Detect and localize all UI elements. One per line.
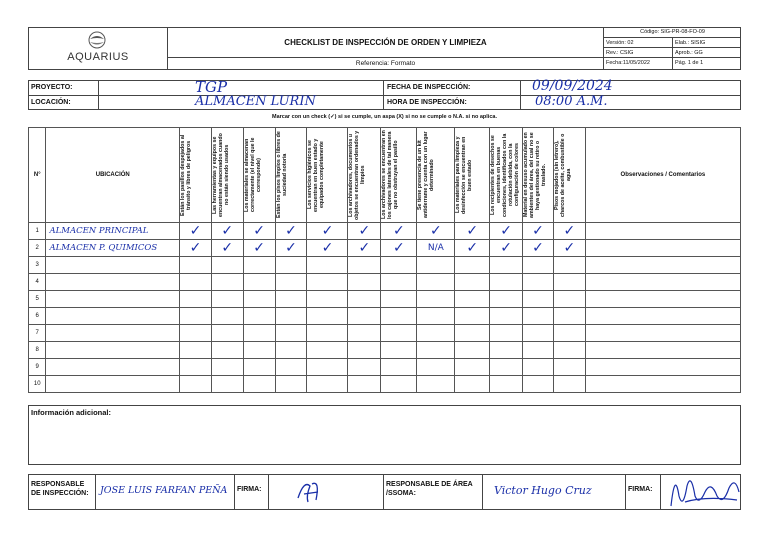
row-ubicacion[interactable] <box>46 274 180 291</box>
criteria-7: Los archivadores se encuentran en los cajones laterales de tal manera que no obstruyan el pasillo <box>381 130 400 220</box>
hora-value: 08:00 A.M. <box>535 94 608 109</box>
criteria-header <box>553 128 585 223</box>
check-cell[interactable] <box>211 257 243 274</box>
instruction-text: Marcar con un check (✓) si se cumple, un aspa (X) si no se cumple o N.A. si no aplica. <box>272 114 497 120</box>
check-cell[interactable] <box>348 359 381 376</box>
check-cell[interactable]: ✓ <box>553 223 585 240</box>
check-cell[interactable] <box>381 291 417 308</box>
resp-area-value: Victor Hugo Cruz <box>494 484 592 497</box>
check-cell[interactable] <box>455 257 490 274</box>
check-cell[interactable]: ✓ <box>381 240 417 257</box>
check-cell[interactable] <box>523 291 554 308</box>
table-row <box>29 308 741 325</box>
check-cell[interactable] <box>307 291 348 308</box>
check-cell[interactable] <box>275 291 307 308</box>
check-cell[interactable] <box>381 342 417 359</box>
check-cell[interactable]: ✓ <box>275 240 307 257</box>
check-cell[interactable] <box>417 325 455 342</box>
check-cell[interactable]: ✓ <box>180 240 212 257</box>
col-num-header: N° <box>29 128 46 223</box>
check-cell[interactable] <box>523 376 554 393</box>
check-cell[interactable] <box>275 257 307 274</box>
check-cell[interactable]: ✓ <box>211 223 243 240</box>
row-observaciones[interactable] <box>585 308 740 325</box>
resp-inspeccion-value: JOSE LUIS FARFAN PEÑA <box>100 485 228 496</box>
proyecto-value: TGP <box>195 78 228 96</box>
check-cell[interactable] <box>180 274 212 291</box>
doc-rev: Rev.: CSIG <box>606 50 634 56</box>
check-cell[interactable]: ✓ <box>490 223 523 240</box>
doc-elab: Elab.: SISIG <box>672 38 743 48</box>
criteria-header <box>381 128 417 223</box>
check-cell[interactable] <box>490 274 523 291</box>
check-cell[interactable] <box>211 308 243 325</box>
check-cell[interactable]: ✓ <box>307 223 348 240</box>
check-cell[interactable]: ✓ <box>180 223 212 240</box>
check-cell[interactable] <box>243 325 275 342</box>
check-cell[interactable] <box>211 274 243 291</box>
row-ubicacion[interactable] <box>46 325 180 342</box>
check-cell[interactable] <box>553 274 585 291</box>
row-number: 1 <box>29 223 46 240</box>
row-observaciones[interactable] <box>585 325 740 342</box>
locacion-label: LOCACIÓN: <box>31 99 71 106</box>
criteria-9: Los materiales para limpieza y desinfección se encuentran en buen estado <box>455 136 474 214</box>
criteria-11: Material en desuso acumulado en ambientes del área, del cual no se haya gestionado su retiro o traslado. <box>523 132 548 218</box>
check-cell[interactable] <box>211 291 243 308</box>
reference-text: Referencia: Formato <box>355 60 416 67</box>
resp-area-label: RESPONSABLE DE ÁREA /SSOMA: <box>386 481 473 497</box>
check-cell[interactable] <box>523 342 554 359</box>
check-cell[interactable] <box>455 342 490 359</box>
check-cell[interactable] <box>275 308 307 325</box>
check-cell[interactable] <box>417 342 455 359</box>
check-cell[interactable] <box>490 359 523 376</box>
check-cell[interactable] <box>307 274 348 291</box>
additional-info-box <box>28 405 741 465</box>
check-cell[interactable] <box>553 359 585 376</box>
check-cell[interactable] <box>211 376 243 393</box>
row-ubicacion[interactable] <box>46 291 180 308</box>
criteria-header <box>348 128 381 223</box>
check-cell[interactable] <box>417 257 455 274</box>
check-cell[interactable]: ✓ <box>490 240 523 257</box>
row-number: 7 <box>29 325 46 342</box>
resp-inspeccion-label: RESPONSABLE DE INSPECCIÓN: <box>31 481 89 497</box>
criteria-10: Los recipientes de desechos se encuentran en buenas condiciones, identificados con la rotulación debida, con la configuración de colores <box>490 133 521 217</box>
doc-version: Versión: 02 <box>606 40 634 46</box>
table-row <box>29 257 741 274</box>
check-cell[interactable]: ✓ <box>523 223 554 240</box>
criteria-1: Están los pasillos despejados al tránsito y libres de peligros <box>180 134 193 216</box>
check-cell[interactable]: ✓ <box>348 240 381 257</box>
check-cell[interactable]: ✓ <box>455 223 490 240</box>
criteria-header <box>523 128 554 223</box>
table-row <box>29 376 741 393</box>
criteria-header <box>180 128 212 223</box>
check-cell[interactable] <box>381 376 417 393</box>
col-obs-header: Observaciones / Comentarios <box>585 128 740 223</box>
row-number: 9 <box>29 359 46 376</box>
check-cell[interactable] <box>307 325 348 342</box>
check-cell[interactable] <box>211 342 243 359</box>
check-cell[interactable] <box>553 325 585 342</box>
col-ubicacion-header: UBICACIÓN <box>46 128 180 223</box>
table-row <box>29 274 741 291</box>
check-cell[interactable] <box>275 376 307 393</box>
check-cell[interactable] <box>180 359 212 376</box>
signature-inspector-icon <box>290 476 330 506</box>
check-cell[interactable] <box>243 359 275 376</box>
check-cell[interactable] <box>455 359 490 376</box>
check-cell[interactable] <box>307 342 348 359</box>
check-cell[interactable] <box>243 342 275 359</box>
check-cell[interactable]: ✓ <box>243 223 275 240</box>
criteria-3: Los materiales se almacenan correctamente (el nivel que le corresponde) <box>243 137 262 213</box>
row-number: 3 <box>29 257 46 274</box>
check-cell[interactable] <box>553 257 585 274</box>
check-cell[interactable]: ✓ <box>348 223 381 240</box>
row-number: 10 <box>29 376 46 393</box>
company-name: AQUARIUS <box>67 51 129 63</box>
check-cell[interactable]: ✓ <box>381 223 417 240</box>
check-cell[interactable]: ✓ <box>417 223 455 240</box>
row-ubicacion[interactable] <box>46 342 180 359</box>
row-ubicacion[interactable]: ALMACEN P. QUIMICOS <box>46 240 180 257</box>
check-cell[interactable] <box>523 308 554 325</box>
criteria-header <box>243 128 275 223</box>
table-row <box>29 240 741 257</box>
row-number: 6 <box>29 308 46 325</box>
check-cell[interactable] <box>180 325 212 342</box>
doc-aprob: Aprob.: GG <box>672 48 743 58</box>
criteria-2: Las herramientas y equipos se encuentran almacenados cuando no están siendo usados <box>211 133 230 217</box>
check-cell[interactable] <box>490 291 523 308</box>
check-cell[interactable] <box>381 274 417 291</box>
check-cell[interactable] <box>381 359 417 376</box>
doc-meta <box>603 27 741 70</box>
check-cell[interactable] <box>417 308 455 325</box>
signature-area-icon <box>665 466 745 512</box>
firma-label: FIRMA: <box>237 486 262 493</box>
doc-code: Código: SIG-PR-08-FO-09 <box>604 27 741 38</box>
additional-info-label: Información adicional: <box>31 408 112 417</box>
check-cell[interactable] <box>523 325 554 342</box>
check-cell[interactable]: ✓ <box>455 240 490 257</box>
criteria-header <box>417 128 455 223</box>
check-cell[interactable] <box>211 325 243 342</box>
check-cell[interactable] <box>180 291 212 308</box>
table-row <box>29 359 741 376</box>
check-cell[interactable] <box>275 274 307 291</box>
fecha-value: 09/09/2024 <box>532 78 613 94</box>
check-cell[interactable] <box>417 274 455 291</box>
check-cell[interactable] <box>523 274 554 291</box>
check-cell[interactable]: N/A <box>417 240 455 257</box>
check-cell[interactable] <box>553 376 585 393</box>
check-cell[interactable] <box>243 274 275 291</box>
criteria-header <box>275 128 307 223</box>
table-row <box>29 325 741 342</box>
doc-fecha: Fecha:11/05/2022 <box>606 60 650 66</box>
check-cell[interactable] <box>381 325 417 342</box>
row-observaciones[interactable] <box>585 240 740 257</box>
check-cell[interactable] <box>211 359 243 376</box>
check-cell[interactable] <box>180 308 212 325</box>
row-observaciones[interactable] <box>585 274 740 291</box>
check-cell[interactable] <box>490 325 523 342</box>
criteria-4: Están los pisos limpios o libres de suciedad notoria <box>275 131 288 219</box>
check-cell[interactable] <box>243 291 275 308</box>
check-cell[interactable]: ✓ <box>523 240 554 257</box>
check-cell[interactable] <box>275 325 307 342</box>
check-cell[interactable] <box>348 257 381 274</box>
check-cell[interactable] <box>490 308 523 325</box>
table-row <box>29 223 741 240</box>
criteria-header <box>211 128 243 223</box>
locacion-value: ALMACEN LURIN <box>195 94 316 109</box>
check-cell[interactable]: ✓ <box>275 223 307 240</box>
check-cell[interactable] <box>490 376 523 393</box>
firma2-label: FIRMA: <box>628 486 653 493</box>
check-cell[interactable]: ✓ <box>307 240 348 257</box>
fecha-label: FECHA DE INSPECCIÓN: <box>387 84 471 91</box>
row-ubicacion[interactable] <box>46 376 180 393</box>
check-cell[interactable] <box>553 342 585 359</box>
doc-page: Pág. 1 de 1 <box>672 58 743 69</box>
check-cell[interactable] <box>243 376 275 393</box>
check-cell[interactable] <box>455 274 490 291</box>
criteria-5: Los servicios higiénicos se encuentran en buen estado y equipados completamente <box>307 138 326 212</box>
check-cell[interactable]: ✓ <box>243 240 275 257</box>
row-ubicacion[interactable] <box>46 308 180 325</box>
proyecto-label: PROYECTO: <box>31 84 73 91</box>
check-cell[interactable] <box>275 359 307 376</box>
table-row <box>29 342 741 359</box>
check-cell[interactable] <box>307 257 348 274</box>
row-observaciones[interactable] <box>585 376 740 393</box>
check-cell[interactable] <box>348 308 381 325</box>
check-cell[interactable] <box>455 291 490 308</box>
hora-label: HORA DE INSPECCIÓN: <box>387 99 467 106</box>
table-row <box>29 291 741 308</box>
check-cell[interactable] <box>348 291 381 308</box>
row-number: 2 <box>29 240 46 257</box>
check-cell[interactable]: ✓ <box>211 240 243 257</box>
check-cell[interactable] <box>348 376 381 393</box>
check-cell[interactable] <box>243 257 275 274</box>
criteria-6: Los archivadores, documentos u objetos se encuentran ordenados y limpios <box>348 130 367 220</box>
check-cell[interactable]: ✓ <box>553 240 585 257</box>
check-cell[interactable] <box>523 257 554 274</box>
check-cell[interactable] <box>180 376 212 393</box>
criteria-8: Se tiene presencia de un kit antiderrame y cuenta con un lugar determinado <box>417 131 436 219</box>
check-cell[interactable] <box>307 308 348 325</box>
row-observaciones[interactable] <box>585 223 740 240</box>
check-cell[interactable] <box>455 325 490 342</box>
row-observaciones[interactable] <box>585 342 740 359</box>
check-cell[interactable] <box>417 359 455 376</box>
row-observaciones[interactable] <box>585 291 740 308</box>
check-cell[interactable] <box>490 257 523 274</box>
check-cell[interactable] <box>490 342 523 359</box>
check-cell[interactable] <box>455 308 490 325</box>
row-ubicacion[interactable] <box>46 359 180 376</box>
check-cell[interactable] <box>348 342 381 359</box>
row-observaciones[interactable] <box>585 257 740 274</box>
check-cell[interactable] <box>381 308 417 325</box>
check-cell[interactable] <box>553 308 585 325</box>
check-cell[interactable] <box>307 376 348 393</box>
page-title: CHECKLIST DE INSPECCIÓN DE ORDEN Y LIMPIEZA <box>168 27 603 58</box>
checklist-table <box>28 127 741 393</box>
check-cell[interactable] <box>307 359 348 376</box>
check-cell[interactable] <box>417 291 455 308</box>
check-cell[interactable] <box>180 257 212 274</box>
check-cell[interactable] <box>243 308 275 325</box>
check-cell[interactable] <box>553 291 585 308</box>
criteria-header <box>455 128 490 223</box>
criteria-header <box>490 128 523 223</box>
check-cell[interactable] <box>275 342 307 359</box>
check-cell[interactable] <box>523 359 554 376</box>
row-number: 4 <box>29 274 46 291</box>
check-cell[interactable] <box>417 376 455 393</box>
row-ubicacion[interactable]: ALMACEN PRINCIPAL <box>46 223 180 240</box>
check-cell[interactable] <box>348 325 381 342</box>
logo <box>28 27 168 70</box>
check-cell[interactable] <box>348 274 381 291</box>
check-cell[interactable] <box>180 342 212 359</box>
aquarius-logo-icon <box>86 31 108 49</box>
row-ubicacion[interactable] <box>46 257 180 274</box>
row-number: 8 <box>29 342 46 359</box>
row-observaciones[interactable] <box>585 359 740 376</box>
criteria-12: Pisos mojados (sin letrero), charcos de aceite, combustible o agua <box>553 133 572 217</box>
row-number: 5 <box>29 291 46 308</box>
criteria-header <box>307 128 348 223</box>
check-cell[interactable] <box>381 257 417 274</box>
check-cell[interactable] <box>455 376 490 393</box>
